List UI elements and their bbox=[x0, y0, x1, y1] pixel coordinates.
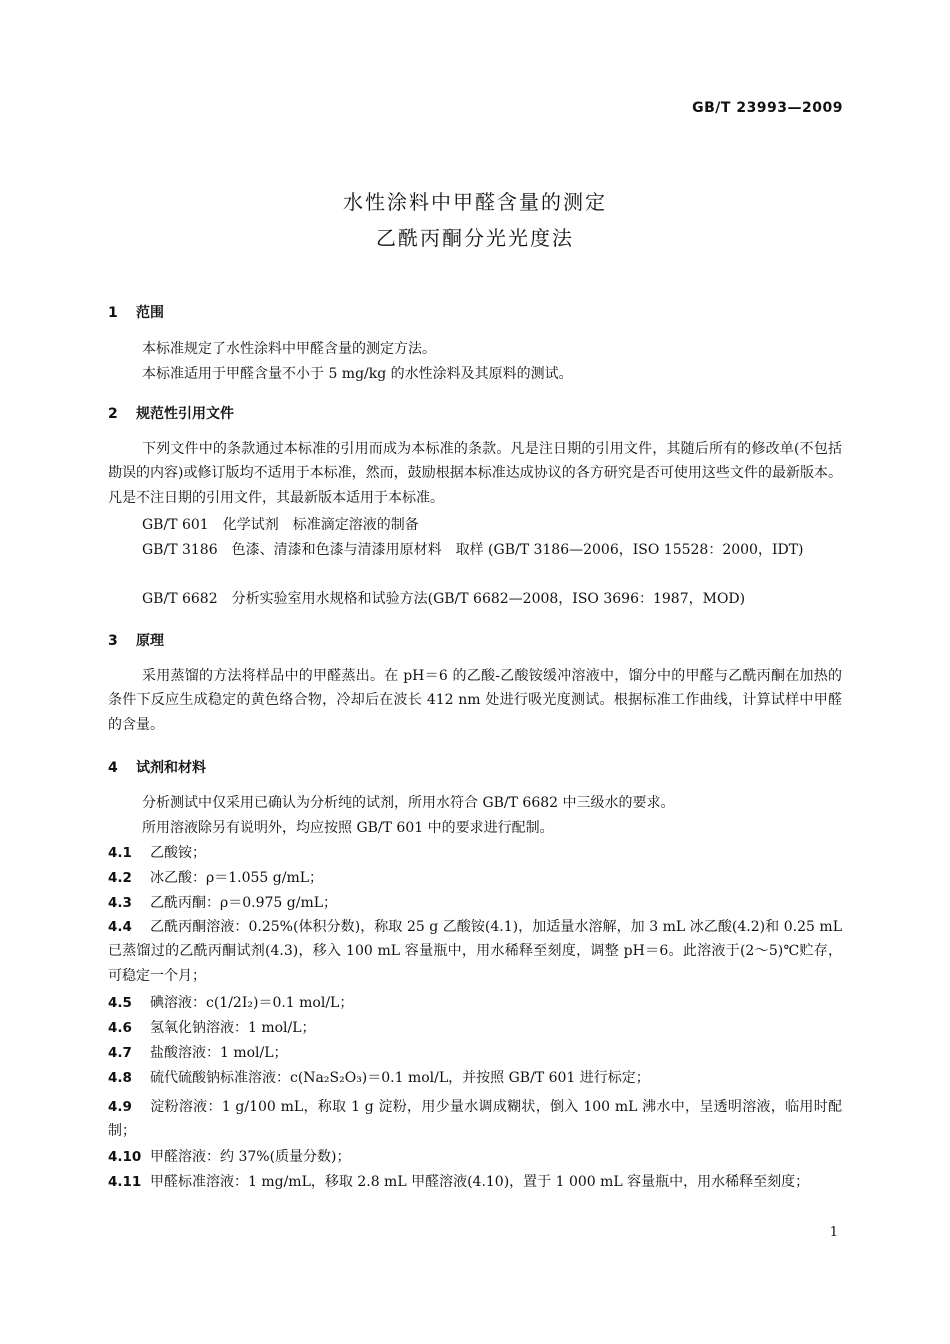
principle-paragraph: 采用蒸馏的方法将样品中的甲醛蒸出。在 pH＝6 的乙酸-乙酸铵缓冲溶液中，馏分中的甲醛与乙酰丙酮在加热的条件下反应生成稳定的黄色络合物，冷却后在波长 412 nm 处进行吸光度测试。根据标准工作曲线，计算试样中甲醛的含量。 bbox=[108, 668, 842, 733]
scope-paragraph-2: 本标准适用于甲醛含量不小于 5 mg/kg 的水性涂料及其原料的测试。 bbox=[142, 366, 573, 382]
item-text: 氢氧化钠溶液：1 mol/L； bbox=[150, 1020, 316, 1036]
list-item bbox=[108, 1145, 842, 1169]
item-text: 碘溶液：c(1/2I₂)＝0.1 mol/L； bbox=[150, 995, 354, 1011]
section-number: 3 bbox=[108, 633, 118, 649]
item-number: 4.2 bbox=[108, 870, 132, 886]
list-item bbox=[108, 991, 842, 1015]
item-text: 乙酸铵； bbox=[150, 845, 206, 861]
item-text: 淀粉溶液：1 g/100 mL，称取 1 g 淀粉，用少量水调成糊状，倒入 100 mL 沸水中，呈透明溶液，临用时配制； bbox=[108, 1099, 842, 1140]
section-heading-normative-references bbox=[108, 403, 234, 423]
list-item bbox=[108, 866, 842, 890]
item-number: 4.9 bbox=[108, 1099, 132, 1115]
list-item bbox=[108, 1170, 842, 1194]
document-title-line-1: 水性涂料中甲醛含量的测定 bbox=[343, 190, 607, 214]
section-heading-scope bbox=[108, 302, 164, 322]
section-number: 2 bbox=[108, 406, 118, 422]
item-text: 冰乙酸：ρ＝1.055 g/mL； bbox=[150, 870, 324, 886]
item-number: 4.4 bbox=[108, 919, 132, 935]
list-item bbox=[108, 1066, 842, 1090]
list-item bbox=[108, 1016, 842, 1040]
reagents-paragraph-2: 所用溶液除另有说明外，均应按照 GB/T 601 中的要求进行配制。 bbox=[142, 820, 554, 836]
item-number: 4.6 bbox=[108, 1020, 132, 1036]
item-number: 4.7 bbox=[108, 1045, 132, 1061]
references-paragraph: 下列文件中的条款通过本标准的引用而成为本标准的条款。凡是注日期的引用文件，其随后所有的修改单(不包括勘误的内容)或修订版均不适用于本标准，然而，鼓励根据本标准达成协议的各方研究是否可使用这些文件的最新版本。凡是不注日期的引用文件，其最新版本适用于本标准。 bbox=[108, 441, 842, 506]
section-title: 原理 bbox=[136, 633, 164, 649]
section-heading-reagents bbox=[108, 757, 206, 777]
section-title: 规范性引用文件 bbox=[136, 406, 234, 422]
section-title: 范围 bbox=[136, 305, 164, 321]
section-heading-principle bbox=[108, 630, 164, 650]
item-text: 乙酰丙酮：ρ＝0.975 g/mL； bbox=[150, 895, 338, 911]
section-title: 试剂和材料 bbox=[136, 760, 206, 776]
item-text: 盐酸溶液：1 mol/L； bbox=[150, 1045, 288, 1061]
document-title-line-2: 乙酰丙酮分光光度法 bbox=[376, 226, 574, 250]
scope-paragraph-1: 本标准规定了水性涂料中甲醛含量的测定方法。 bbox=[142, 341, 436, 357]
list-item bbox=[108, 915, 842, 988]
section-number: 4 bbox=[108, 760, 118, 776]
item-number: 4.8 bbox=[108, 1070, 132, 1086]
item-number: 4.5 bbox=[108, 995, 132, 1011]
reference-gbt-601: GB/T 601 化学试剂 标准滴定溶液的制备 bbox=[142, 517, 419, 533]
list-item bbox=[108, 1095, 842, 1144]
item-number: 4.11 bbox=[108, 1174, 142, 1190]
item-number: 4.1 bbox=[108, 845, 132, 861]
item-text: 甲醛溶液：约 37%(质量分数)； bbox=[150, 1149, 351, 1165]
section-number: 1 bbox=[108, 305, 118, 321]
page-number: 1 bbox=[829, 1225, 838, 1240]
list-item bbox=[108, 841, 842, 865]
item-number: 4.3 bbox=[108, 895, 132, 911]
reference-gbt-3186: GB/T 3186 色漆、清漆和色漆与清漆用原材料 取样 (GB/T 3186—2006，ISO 15528：2000，IDT) bbox=[142, 542, 804, 558]
list-item bbox=[108, 1041, 842, 1065]
item-text: 甲醛标准溶液：1 mg/mL，移取 2.8 mL 甲醛溶液(4.10)，置于 1 000 mL 容量瓶中，用水稀释至刻度； bbox=[150, 1174, 810, 1190]
item-text: 硫代硫酸钠标准溶液：c(Na₂S₂O₃)＝0.1 mol/L，并按照 GB/T 601 进行标定； bbox=[150, 1070, 650, 1086]
item-number: 4.10 bbox=[108, 1149, 142, 1165]
item-text: 乙酰丙酮溶液：0.25%(体积分数)，称取 25 g 乙酸铵(4.1)，加适量水溶解，加 3 mL 冰乙酸(4.2)和 0.25 mL 已蒸馏过的乙酰丙酮试剂(4.3)，移入 100 mL 容量瓶中，用水稀释至刻度，调整 pH＝6。此溶液于(2～5)℃贮存，可稳定一个月； bbox=[108, 919, 842, 984]
list-item bbox=[108, 891, 842, 915]
reference-gbt-6682: GB/T 6682 分析实验室用水规格和试验方法(GB/T 6682—2008，ISO 3696：1987，MOD) bbox=[142, 591, 746, 607]
reagents-paragraph-1: 分析测试中仅采用已确认为分析纯的试剂，所用水符合 GB/T 6682 中三级水的要求。 bbox=[142, 795, 675, 811]
standard-code: GB/T 23993—2009 bbox=[692, 100, 843, 116]
